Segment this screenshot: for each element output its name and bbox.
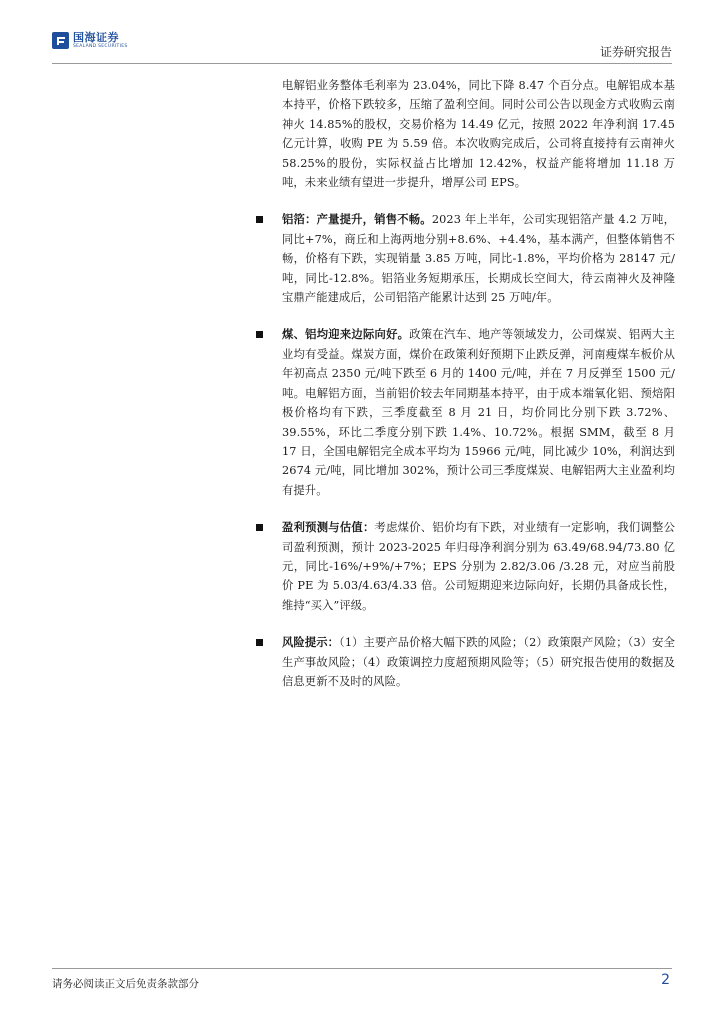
intro-paragraph: 电解铝业务整体毛利率为 23.04%，同比下降 8.47 个百分点。电解铝成本基本持平，价格下跌较多，压缩了盈利空间。同时公司公告以现金方式收购云南神火 14.85%的股权，交易价格为 14.49 亿元，按照 2022 年净利润 17.45 亿元计算，收购 PE 为 5.59 倍。本次收购完成后，公司将直接持有云南神火 58.25%的股份，实际权益占比增加 12.42%，权益产能将增加 11.18 万吨，未来业绩有望进一步提升，增厚公司 EPS。 xyxy=(282,79,675,190)
footer-disclaimer: 请务必阅读正文后免责条款部分 xyxy=(52,978,199,990)
square-bullet-icon xyxy=(256,331,263,338)
section-body: 考虑煤价、铝价均有下跌，对业绩有一定影响，我们调整公司盈利预测，预计 2023-2025 年归母净利润分别为 63.49/68.94/73.80 亿元，同比-16%/+9%/+7%；EPS 分别为 2.82/3.06 /3.28 元，对应当前股价 PE 为 5.03/4.63/4.33 倍。公司短期迎来边际向好，长期仍具备成长性，维持“买入”评级。 xyxy=(282,521,675,612)
page-header xyxy=(0,0,724,66)
section-aluminum-foil xyxy=(282,210,675,307)
section-lead: 煤、铝均迎来边际向好。 xyxy=(282,327,410,342)
square-bullet-icon xyxy=(256,524,263,531)
section-coal-aluminum xyxy=(282,325,675,500)
report-body xyxy=(282,76,675,691)
sealand-logo-icon xyxy=(52,32,69,49)
section-body: （1）主要产品价格大幅下跌的风险；（2）政策限产风险；（3）安全生产事故风险；（4）政策调控力度超预期风险等；（5）研究报告使用的数据及信息更新不及时的风险。 xyxy=(282,636,675,688)
page-number: 2 xyxy=(661,972,670,988)
company-logo xyxy=(52,32,128,50)
section-risk-warning xyxy=(282,633,675,691)
footer-divider xyxy=(52,968,672,969)
square-bullet-icon xyxy=(256,639,263,646)
logo-cn-text: 国海证券 xyxy=(73,31,119,44)
document-type-label: 证券研究报告 xyxy=(599,45,672,59)
logo-en-text: SEALAND SECURITIES xyxy=(73,44,128,49)
section-body: 政策在汽车、地产等领域发力，公司煤炭、铝两大主业均有受益。煤炭方面，煤价在政策利好预期下止跌反弹，河南瘦煤车板价从年初高点 2350 元/吨下跌至 6 月的 1400 元/吨，并在 7 月反弹至 1500 元/吨。电解铝方面，当前铝价较去年同期基本持平，由于成本端氧化铝、预焙阳极价格均有下跌，三季度截至 8 月 21 日，均价同比分别下跌 3.72%、39.55%，环比二季度分别下跌 1.4%、10.72%。根据 SMM，截至 8 月 17 日，全国电解铝完全成本平均为 15966 元/吨，同比减少 10%，利润达到 2674 元/吨，同比增加 302%，预计公司三季度煤炭、电解铝两大主业盈利均有提升。 xyxy=(282,328,675,497)
section-lead: 风险提示： xyxy=(282,635,340,650)
section-lead: 盈利预测与估值： xyxy=(282,520,375,535)
section-forecast-valuation xyxy=(282,518,675,615)
section-body: 2023 年上半年，公司实现铝箔产量 4.2 万吨，同比+7%，商丘和上海两地分别+8.6%、+4.4%，基本满产，但整体销售不畅，价格有下跌，实现销量 3.85 万吨，同比-1.8%，平均价格为 28147 元/吨，同比-12.8%。铝箔业务短期承压，长期成长空间大，待云南神火及神隆宝鼎产能建成后，公司铝箔产能累计达到 25 万吨/年。 xyxy=(282,213,675,305)
square-bullet-icon xyxy=(256,216,263,223)
section-lead: 铝箔：产量提升，销售不畅。 xyxy=(282,212,432,227)
header-divider xyxy=(52,63,672,64)
